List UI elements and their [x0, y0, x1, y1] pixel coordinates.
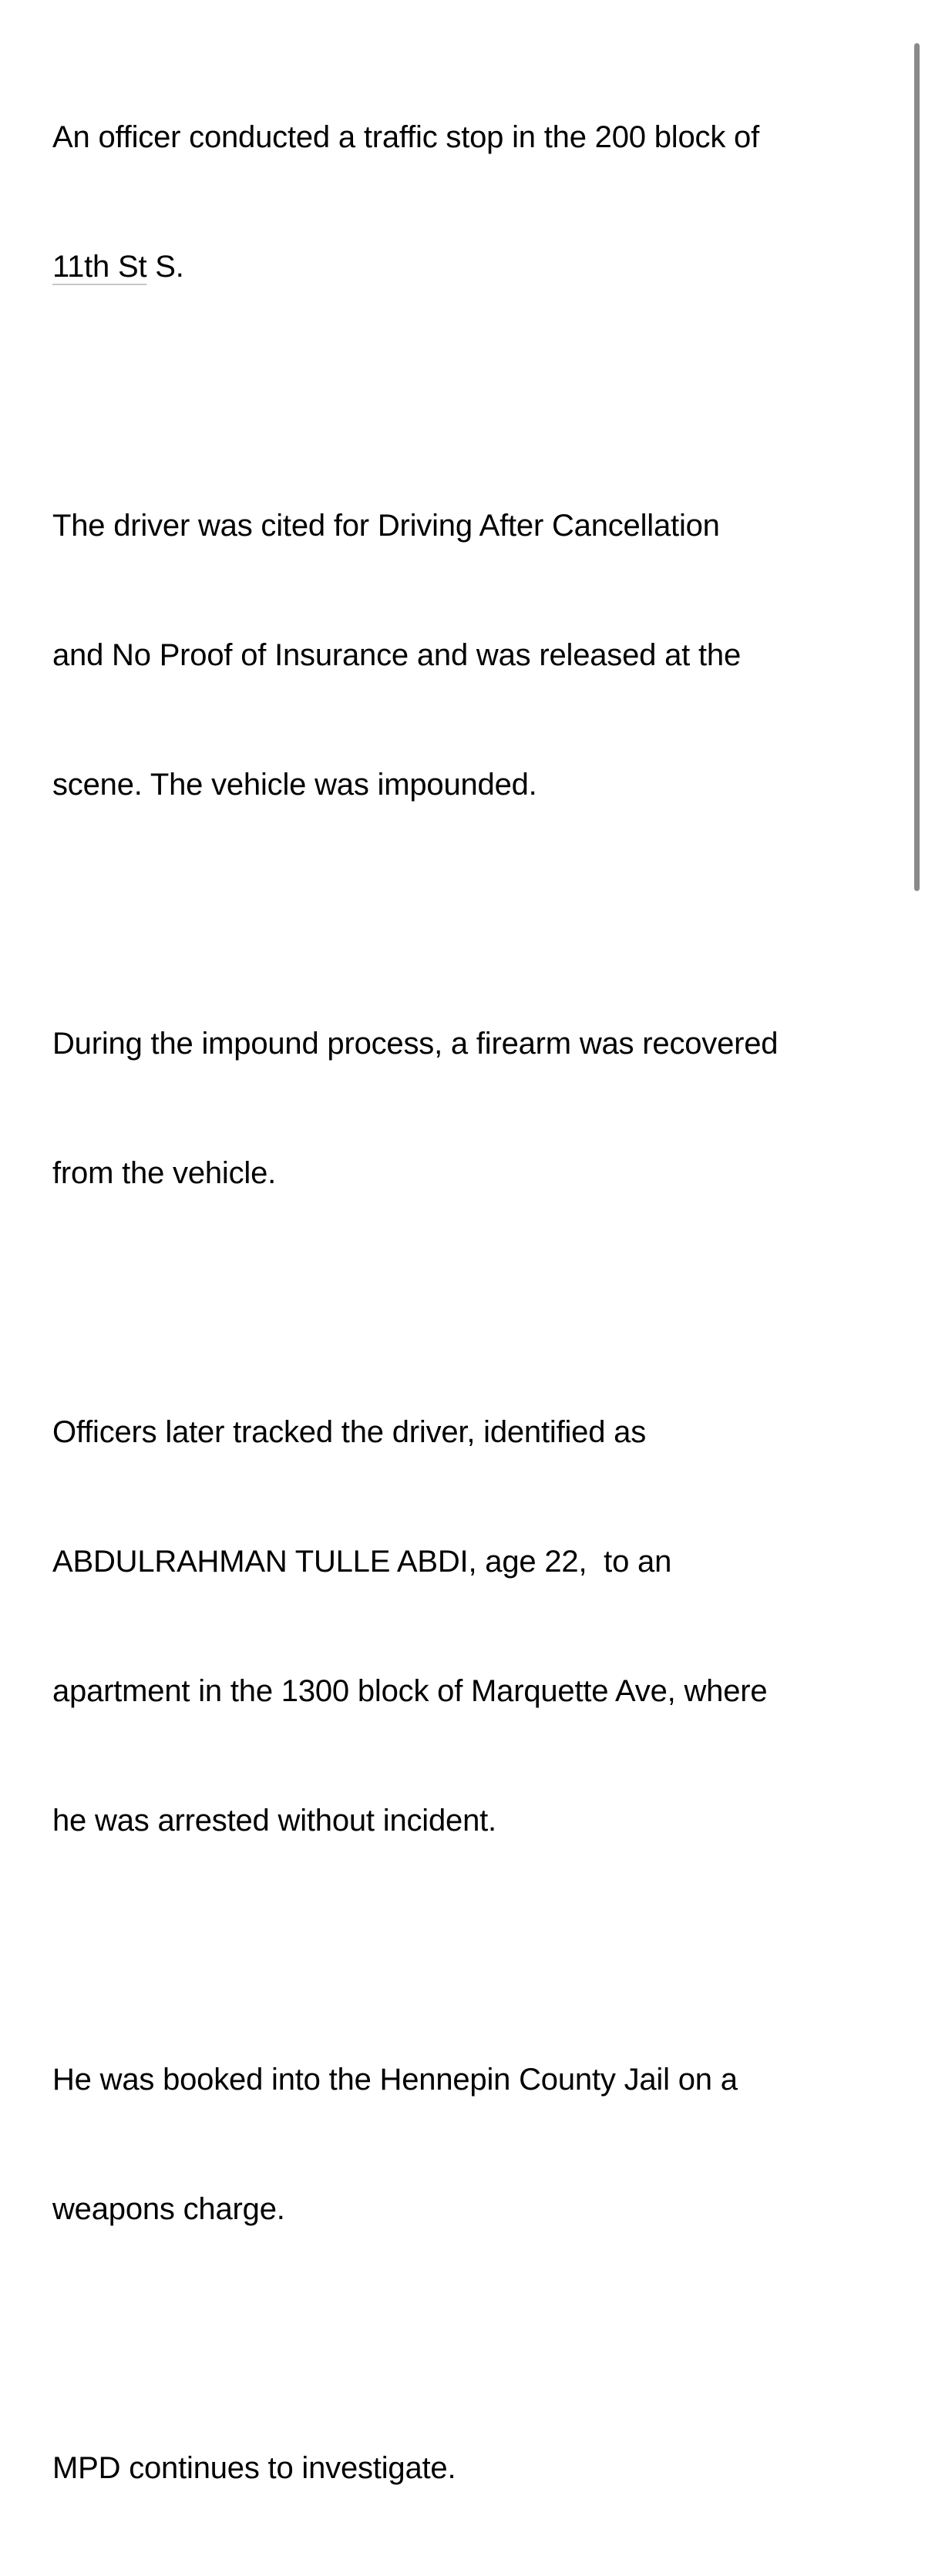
paragraph-citation — [52, 418, 900, 893]
text-line: An officer conducted a traffic stop in the 200 block of — [52, 120, 759, 154]
text-line — [52, 245, 900, 288]
text-line: Officers later tracked the driver, identified as — [52, 1415, 647, 1449]
text-fragment: S. — [146, 250, 184, 284]
paragraph-booking — [52, 1972, 900, 2317]
text-line: weapons charge. — [52, 2192, 285, 2226]
text-line: from the vehicle. — [52, 1156, 277, 1190]
document-body — [52, 29, 900, 2576]
text-line: During the impound process, a firearm was recovered — [52, 1027, 779, 1061]
text-line: He was booked into the Hennepin County Jail on a — [52, 2063, 738, 2097]
paragraph-traffic-stop — [52, 29, 900, 375]
paragraph-arrest — [52, 1324, 900, 1929]
text-line: MPD continues to investigate. — [52, 2451, 456, 2485]
text-line: and No Proof of Insurance and was released at the — [52, 638, 741, 672]
text-line: The driver was cited for Driving After Cancellation — [52, 509, 720, 543]
text-line: apartment in the 1300 block of Marquette Ave, where — [52, 1674, 768, 1708]
paragraph-investigation — [52, 2360, 900, 2576]
vertical-scrollbar[interactable] — [914, 43, 920, 891]
text-line: ABDULRAHMAN TULLE ABDI, age 22, to an — [52, 1545, 672, 1579]
paragraph-firearm — [52, 936, 900, 1281]
street-link[interactable]: 11th St — [52, 250, 147, 284]
text-line: he was arrested without incident. — [52, 1804, 496, 1838]
scrollbar-thumb[interactable] — [914, 43, 920, 891]
text-line: scene. The vehicle was impounded. — [52, 768, 537, 802]
